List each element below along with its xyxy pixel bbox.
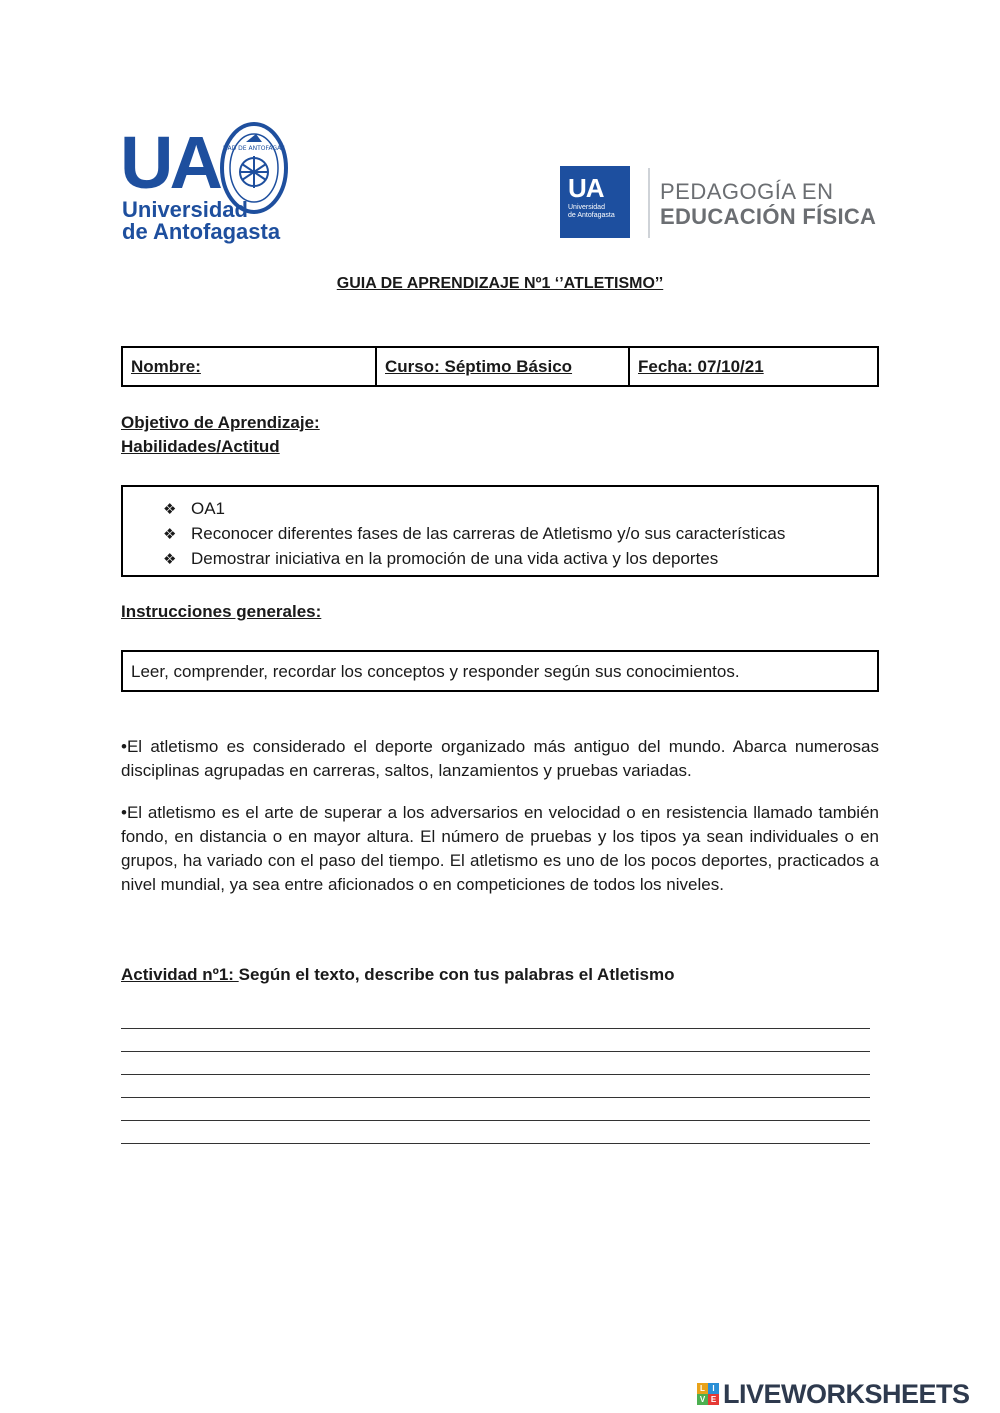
icon-letter: I	[708, 1383, 719, 1394]
fecha-cell: Fecha: 07/10/21	[628, 348, 877, 385]
list-item	[163, 497, 877, 522]
liveworksheets-brand: LIVEWORKSHEETS	[723, 1379, 970, 1409]
objective-text: Reconocer diferentes fases de las carreras de Atletismo y/o sus características	[191, 524, 786, 543]
answer-line[interactable]	[121, 1120, 870, 1121]
student-info-table	[121, 346, 879, 387]
activity-heading	[121, 963, 675, 987]
answer-line[interactable]	[121, 1143, 870, 1144]
ped-box-mark: UA	[568, 173, 604, 203]
liveworksheets-icon	[697, 1383, 719, 1405]
activity-label: Actividad nº1:	[121, 965, 239, 984]
list-item	[163, 522, 877, 547]
list-item	[163, 547, 877, 572]
ped-box-line2: de Antofagasta	[568, 212, 615, 219]
instrucciones-label: Instrucciones generales:	[121, 602, 322, 621]
answer-line[interactable]	[121, 1051, 870, 1052]
answer-line[interactable]	[121, 1097, 870, 1098]
answer-line[interactable]	[121, 1074, 870, 1075]
liveworksheets-logo	[697, 1378, 970, 1410]
objective-text: Demostrar iniciativa en la promoción de una vida activa y los deportes	[191, 549, 719, 568]
ua-logo-line1: Universidad	[122, 197, 248, 222]
instructions-box: Leer, comprender, recordar los conceptos y responder según sus conocimientos.	[121, 650, 879, 692]
icon-letter: E	[708, 1394, 719, 1405]
ua-logo-mark: UA	[120, 121, 219, 204]
diamond-bullet-icon: ❖	[163, 501, 177, 518]
seal-text: DAD DE ANTOFAGAS	[223, 145, 285, 152]
activity-text: Según el texto, describe con tus palabras el Atletismo	[238, 965, 675, 984]
universidad-antofagasta-logo	[118, 118, 293, 248]
pedagogia-logo-box	[560, 166, 630, 238]
icon-letter: V	[697, 1394, 708, 1405]
icon-letter: L	[697, 1383, 708, 1394]
curso-cell: Curso: Séptimo Básico	[375, 348, 628, 385]
pedagogia-logo-line1: PEDAGOGÍA EN	[660, 179, 834, 204]
pedagogia-logo-line2: EDUCACIÓN FÍSICA	[660, 204, 877, 229]
page-title: GUIA DE APRENDIZAJE Nº1 ‘’ATLETISMO’’	[336, 275, 664, 292]
objective-text: OA1	[191, 499, 226, 518]
objectives-box	[121, 485, 879, 577]
ua-logo-line2: de Antofagasta	[122, 219, 281, 244]
diamond-bullet-icon: ❖	[163, 551, 177, 568]
pedagogia-logo-divider	[648, 168, 650, 238]
ped-box-line1: Universidad	[568, 204, 605, 211]
answer-line[interactable]	[121, 1028, 870, 1029]
diamond-bullet-icon: ❖	[163, 526, 177, 543]
objectives-list	[123, 487, 877, 572]
nombre-cell[interactable]: Nombre:	[131, 357, 201, 376]
paragraph-2: •El atletismo es el arte de superar a los adversarios en velocidad o en resistencia llamado también fondo, en distancia o en mayor altura. El número de pruebas y los tipos ya sean individuales o en grupos, ha variado con el paso del tiempo. El atletismo es uno de los pocos deportes, practicados a nivel mundial, ya sea entre aficionados o en competiciones de todos los niveles.	[121, 803, 879, 894]
objetivo-label: Objetivo de Aprendizaje:	[121, 413, 320, 432]
paragraph-1: •El atletismo es considerado el deporte organizado más antiguo del mundo. Abarca numerosas disciplinas agrupadas en carreras, saltos, lanzamientos y pruebas variadas.	[121, 737, 879, 780]
habilidades-label: Habilidades/Actitud	[121, 437, 280, 456]
